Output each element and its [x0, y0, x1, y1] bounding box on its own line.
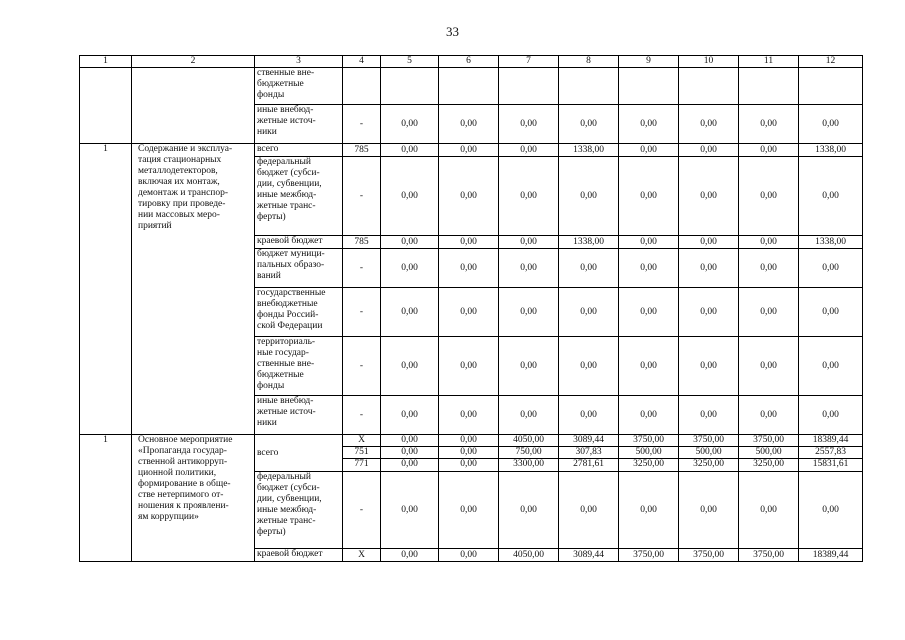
value-cell: 0,00	[439, 105, 499, 144]
value-cell: 0,00	[619, 472, 679, 549]
value-cell: 0,00	[739, 157, 799, 236]
value-cell: 0,00	[679, 144, 739, 157]
value-cell: 500,00	[619, 447, 678, 459]
value-cell: 0,00	[499, 472, 559, 549]
value-cell: 3089,44	[559, 549, 619, 562]
value-cell: 0,00	[799, 337, 863, 396]
cell-line: 1	[103, 435, 108, 445]
value-cell: 1338,00	[799, 236, 863, 249]
value-cell: -	[343, 337, 381, 396]
source-cell	[255, 144, 343, 157]
value-cell: 3750,00	[619, 549, 679, 562]
section-code	[80, 435, 132, 562]
cell-line: бюджет (субси-	[257, 168, 320, 178]
cell-line: бюджетные	[257, 79, 304, 89]
value-cell: 0,00	[559, 337, 619, 396]
value-cell: 0,00	[619, 236, 679, 249]
value-cell: 0,00	[619, 288, 679, 337]
column-header: 4	[343, 56, 381, 68]
stacked-value-cell	[559, 435, 619, 472]
value-cell: 3250,00	[633, 459, 664, 469]
value-cell: 15831,61	[812, 459, 849, 469]
value-cell: 0,00	[619, 396, 679, 435]
value-cell: 750,00	[499, 447, 558, 459]
source-cell	[255, 549, 343, 562]
total-label: всего	[257, 447, 279, 458]
cell-line: всего	[257, 144, 279, 154]
cell-line: фонды	[257, 381, 285, 391]
section-name	[132, 435, 255, 562]
stacked-value-cell	[499, 435, 559, 472]
value-cell: 18389,44	[799, 435, 862, 447]
value-cell: 0,00	[460, 459, 477, 469]
source-cell	[255, 472, 343, 549]
column-header: 10	[679, 56, 739, 68]
column-header: 9	[619, 56, 679, 68]
value-cell: 751	[343, 447, 380, 459]
value-cell: 1338,00	[559, 144, 619, 157]
value-cell: 0,00	[799, 105, 863, 144]
value-cell: 0,00	[381, 435, 438, 447]
value-cell: 0,00	[439, 337, 499, 396]
value-cell: 0,00	[381, 236, 439, 249]
source-cell	[255, 396, 343, 435]
empty-cell	[799, 68, 863, 105]
value-cell: 0,00	[381, 105, 439, 144]
value-cell: 0,00	[619, 144, 679, 157]
cell-line: ферты)	[257, 527, 286, 537]
value-cell: -	[343, 472, 381, 549]
stacked-value-cell	[619, 435, 679, 472]
cell-line: ской Федерации	[257, 321, 323, 331]
stacked-value-cell	[343, 435, 381, 472]
value-cell: 0,00	[381, 249, 439, 288]
value-cell: 2557,83	[799, 447, 862, 459]
cell-line: Содержание и эксплуа-	[138, 144, 233, 154]
source-cell	[255, 105, 343, 144]
cell-line: формирование в обще-	[138, 479, 231, 489]
column-header: 1	[80, 56, 132, 68]
empty-cell	[439, 68, 499, 105]
section-code	[80, 144, 132, 435]
cell-line: ники	[257, 418, 277, 428]
cell-line: ные государ-	[257, 348, 309, 358]
value-cell: 1338,00	[559, 236, 619, 249]
value-cell: 0,00	[619, 249, 679, 288]
empty-cell	[739, 68, 799, 105]
value-cell: 2781,61	[573, 459, 604, 469]
value-cell: 0,00	[499, 288, 559, 337]
cell-line: демонтаж и транспор-	[138, 188, 229, 198]
value-cell: 0,00	[679, 157, 739, 236]
value-cell: 0,00	[439, 549, 499, 562]
value-cell: 0,00	[619, 157, 679, 236]
value-cell: 4050,00	[499, 435, 558, 447]
source-cell	[255, 236, 343, 249]
column-header: 7	[499, 56, 559, 68]
value-cell: 0,00	[739, 288, 799, 337]
cell-line: «Пропаганда государ-	[138, 446, 227, 456]
code-cell	[80, 68, 132, 144]
value-cell: 0,00	[559, 288, 619, 337]
column-header: 2	[132, 56, 255, 68]
value-cell: -	[343, 105, 381, 144]
value-cell: 0,00	[439, 157, 499, 236]
value-cell: 3250,00	[753, 459, 784, 469]
cell-line: жетные транс-	[257, 201, 316, 211]
cell-line: иные межбюд-	[257, 505, 317, 515]
source-cell	[255, 435, 343, 472]
cell-line: включая их монтаж,	[138, 177, 220, 187]
cell-line: иные внебюд-	[257, 105, 314, 115]
value-cell: 0,00	[799, 157, 863, 236]
column-header: 5	[381, 56, 439, 68]
cell-line: металлодетекторов,	[138, 166, 218, 176]
page-number: 33	[446, 24, 459, 39]
value-cell: 0,00	[679, 396, 739, 435]
cell-line: тация стационарных	[138, 155, 222, 165]
value-cell: 0,00	[739, 105, 799, 144]
value-cell: 0,00	[499, 249, 559, 288]
cell-line: жетные источ-	[257, 116, 316, 126]
value-cell: 18389,44	[799, 549, 863, 562]
value-cell: 3750,00	[739, 549, 799, 562]
empty-cell	[679, 68, 739, 105]
value-cell: 0,00	[439, 288, 499, 337]
value-cell: 3750,00	[679, 435, 738, 447]
cell-line: ям коррупции»	[138, 512, 199, 522]
value-cell: 0,00	[381, 549, 439, 562]
empty-cell	[343, 68, 381, 105]
cell-line: краевой бюджет	[257, 236, 323, 246]
source-cell	[255, 68, 343, 105]
column-header: 8	[559, 56, 619, 68]
column-header: 11	[739, 56, 799, 68]
value-cell: 0,00	[499, 105, 559, 144]
value-cell: 0,00	[499, 236, 559, 249]
value-cell: 0,00	[679, 472, 739, 549]
value-cell: 785	[343, 236, 381, 249]
value-cell: 0,00	[679, 337, 739, 396]
value-cell: 0,00	[619, 105, 679, 144]
column-header: 6	[439, 56, 499, 68]
value-cell: 0,00	[799, 288, 863, 337]
value-cell: X	[343, 435, 380, 447]
value-cell: 785	[343, 144, 381, 157]
cell-line: территориаль-	[257, 337, 316, 347]
value-cell: 0,00	[559, 249, 619, 288]
value-cell: 0,00	[559, 157, 619, 236]
value-cell: 0,00	[499, 157, 559, 236]
source-cell	[255, 157, 343, 236]
value-cell: 0,00	[559, 396, 619, 435]
cell-line: ственной антикорруп-	[138, 457, 228, 467]
stacked-value-cell	[381, 435, 439, 472]
value-cell: 0,00	[799, 249, 863, 288]
value-cell: 0,00	[799, 472, 863, 549]
cell-line: ваний	[257, 271, 281, 281]
value-cell: 0,00	[739, 337, 799, 396]
value-cell: X	[343, 549, 381, 562]
value-cell: 0,00	[439, 236, 499, 249]
value-cell: 3300,00	[513, 459, 544, 469]
cell-line: ношения к проявлени-	[138, 501, 229, 511]
value-cell: 0,00	[499, 144, 559, 157]
value-cell: 0,00	[401, 459, 418, 469]
cell-line: нии массовых меро-	[138, 210, 220, 220]
cell-line: 1	[103, 144, 108, 154]
value-cell: 0,00	[439, 472, 499, 549]
stacked-value-cell	[679, 435, 739, 472]
value-cell: 0,00	[381, 157, 439, 236]
value-cell: 0,00	[739, 144, 799, 157]
cell-line: федеральный	[257, 157, 311, 167]
value-cell: -	[343, 157, 381, 236]
column-header: 3	[255, 56, 343, 68]
cell-line: дии, субвенции,	[257, 494, 322, 504]
cell-line: ственные вне-	[257, 68, 315, 78]
cell-line: краевой бюджет	[257, 549, 323, 559]
cell-line: иные внебюд-	[257, 396, 314, 406]
value-cell: 307,83	[559, 447, 618, 459]
stacked-value-cell	[799, 435, 863, 472]
value-cell: 0,00	[499, 337, 559, 396]
cell-line: федеральный	[257, 472, 311, 482]
value-cell: 3250,00	[693, 459, 724, 469]
value-cell: 0,00	[381, 472, 439, 549]
name-cell	[132, 68, 255, 144]
cell-line: приятий	[138, 221, 172, 231]
empty-cell	[559, 68, 619, 105]
value-cell: 0,00	[679, 236, 739, 249]
value-cell: 3089,44	[559, 435, 618, 447]
empty-cell	[619, 68, 679, 105]
value-cell: 0,00	[679, 249, 739, 288]
cell-line: иные межбюд-	[257, 190, 317, 200]
source-cell	[255, 249, 343, 288]
stacked-value-cell	[739, 435, 799, 472]
value-cell: 0,00	[679, 105, 739, 144]
value-cell: 0,00	[559, 105, 619, 144]
value-cell: 0,00	[439, 447, 498, 459]
value-cell: 3750,00	[679, 549, 739, 562]
budget-table	[79, 55, 863, 562]
value-cell: -	[343, 288, 381, 337]
value-cell: 1338,00	[799, 144, 863, 157]
cell-line: фонды Россий-	[257, 310, 319, 320]
source-cell	[255, 288, 343, 337]
value-cell: -	[343, 396, 381, 435]
value-cell: 3750,00	[739, 435, 798, 447]
source-cell	[255, 337, 343, 396]
section-name	[132, 144, 255, 435]
value-cell: 0,00	[739, 236, 799, 249]
cell-line: бюджет (субси-	[257, 483, 320, 493]
cell-line: жетные транс-	[257, 516, 316, 526]
cell-line: ственные вне-	[257, 359, 315, 369]
value-cell: 3750,00	[619, 435, 678, 447]
value-cell: 0,00	[739, 472, 799, 549]
cell-line: бюджетные	[257, 370, 304, 380]
value-cell: 0,00	[381, 144, 439, 157]
value-cell: 0,00	[439, 249, 499, 288]
cell-line: жетные источ-	[257, 407, 316, 417]
cell-line: бюджет муници-	[257, 249, 325, 259]
cell-line: тировку при проведе-	[138, 199, 226, 209]
value-cell: 0,00	[439, 435, 498, 447]
value-cell: 0,00	[381, 288, 439, 337]
stacked-value-cell	[439, 435, 499, 472]
value-cell: 0,00	[381, 396, 439, 435]
value-cell: 0,00	[381, 447, 438, 459]
cell-line: государственные	[257, 288, 326, 298]
cell-line: фонды	[257, 90, 285, 100]
cell-line: внебюджетные	[257, 299, 318, 309]
value-cell: 0,00	[739, 249, 799, 288]
cell-line: ники	[257, 127, 277, 137]
value-cell: 0,00	[439, 396, 499, 435]
value-cell: 0,00	[739, 396, 799, 435]
value-cell: 0,00	[381, 337, 439, 396]
value-cell: -	[343, 249, 381, 288]
cell-line: дии, субвенции,	[257, 179, 322, 189]
value-cell: 500,00	[739, 447, 798, 459]
value-cell: 0,00	[439, 144, 499, 157]
empty-cell	[381, 68, 439, 105]
value-cell: 0,00	[619, 337, 679, 396]
cell-line: ферты)	[257, 212, 286, 222]
cell-line: стве нетерпимого от-	[138, 490, 224, 500]
value-cell: 771	[354, 459, 369, 469]
value-cell: 500,00	[679, 447, 738, 459]
value-cell: 0,00	[679, 288, 739, 337]
value-cell: 0,00	[559, 472, 619, 549]
cell-line: пальных образо-	[257, 260, 325, 270]
value-cell: 0,00	[499, 396, 559, 435]
empty-cell	[499, 68, 559, 105]
value-cell: 0,00	[799, 396, 863, 435]
cell-line: Основное мероприятие	[138, 435, 233, 445]
column-header: 12	[799, 56, 863, 68]
value-cell: 4050,00	[499, 549, 559, 562]
cell-line: ционной политики,	[138, 468, 217, 478]
